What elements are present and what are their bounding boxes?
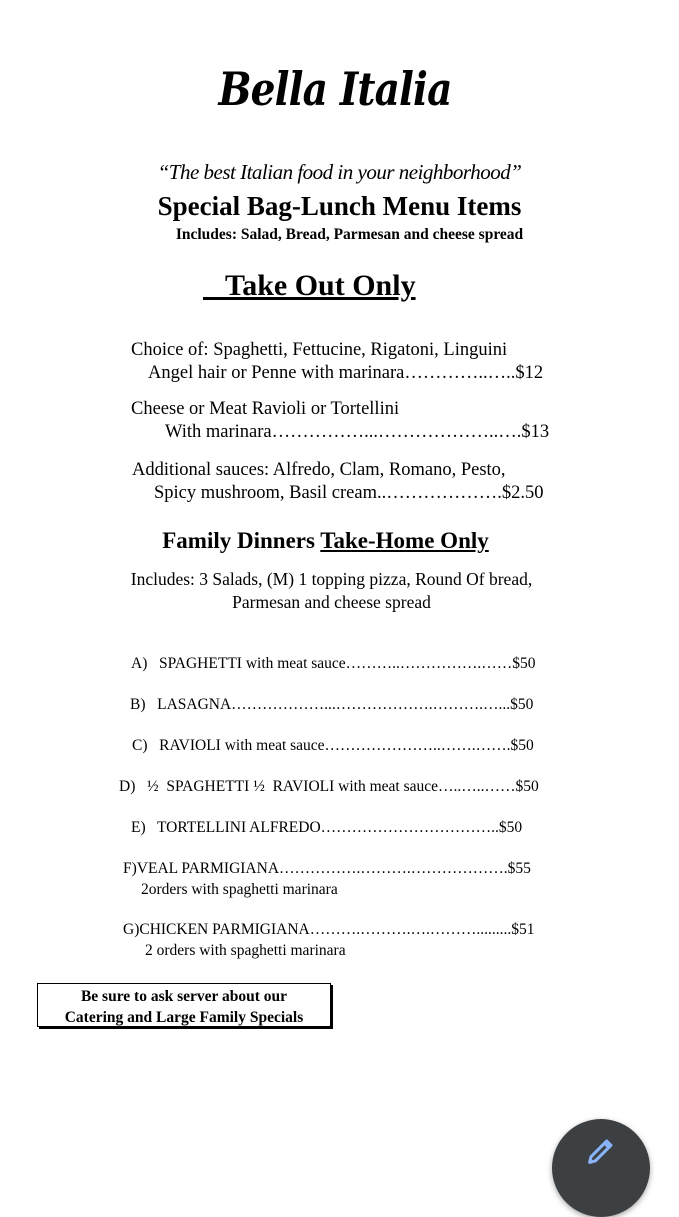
- family-item-g: G)CHICKEN PARMIGIANA……….……….….……….........$51: [123, 921, 535, 938]
- family-heading-text: Family Dinners: [162, 528, 321, 553]
- take-out-heading: Take Out Only: [203, 269, 416, 302]
- family-item-b: B) LASAGNA………………...……………….……….…...$50: [130, 696, 534, 713]
- lunch-item-1-line2: Angel hair or Penne with marinara…………..…..$12: [148, 363, 544, 383]
- family-item-f: F)VEAL PARMIGIANA…………….……….……………….$55: [123, 860, 531, 877]
- notice-line-1: Be sure to ask server about our: [80, 988, 288, 1005]
- pencil-icon: [584, 1134, 618, 1173]
- family-includes-1: Includes: 3 Salads, (M) 1 topping pizza, Round Of bread,: [130, 569, 533, 589]
- lunch-item-2-line2: With marinara……………...………………..….$13: [165, 422, 550, 442]
- take-home-only: Take-Home Only: [320, 528, 489, 553]
- lunch-item-1-line1: Choice of: Spaghetti, Fettucine, Rigatoni, Linguini: [131, 340, 508, 360]
- lunch-item-3-line1: Additional sauces: Alfredo, Clam, Romano, Pesto,: [132, 460, 506, 480]
- family-item-f-sub: 2orders with spaghetti marinara: [141, 881, 338, 898]
- family-includes-2: Parmesan and cheese spread: [232, 592, 431, 612]
- lunch-item-3-line2: Spicy mushroom, Basil cream..……………….$2.50: [154, 483, 544, 503]
- catering-notice: [37, 983, 331, 1027]
- family-item-g-sub: 2 orders with spaghetti marinara: [145, 942, 346, 959]
- includes-note: Includes: Salad, Bread, Parmesan and cheese spread: [175, 226, 524, 243]
- family-item-c: C) RAVIOLI with meat sauce…………………..…….…….$50: [132, 737, 534, 754]
- family-item-e: E) TORTELLINI ALFREDO……………………………..$50: [131, 819, 523, 836]
- family-item-d: D) ½ SPAGHETTI ½ RAVIOLI with meat sauce…..…..……$50: [119, 778, 539, 795]
- edit-button[interactable]: [552, 1119, 650, 1217]
- lunch-item-2-line1: Cheese or Meat Ravioli or Tortellini: [131, 399, 400, 419]
- tagline: “The best Italian food in your neighborhood”: [157, 160, 522, 184]
- restaurant-name: Bella Italia: [218, 62, 452, 116]
- family-dinners-heading: [0, 529, 665, 552]
- menu-heading: Special Bag-Lunch Menu Items: [157, 191, 522, 221]
- notice-line-2: Catering and Large Family Specials: [64, 1009, 304, 1026]
- family-item-a: A) SPAGHETTI with meat sauce………..…………….……$50: [131, 655, 536, 672]
